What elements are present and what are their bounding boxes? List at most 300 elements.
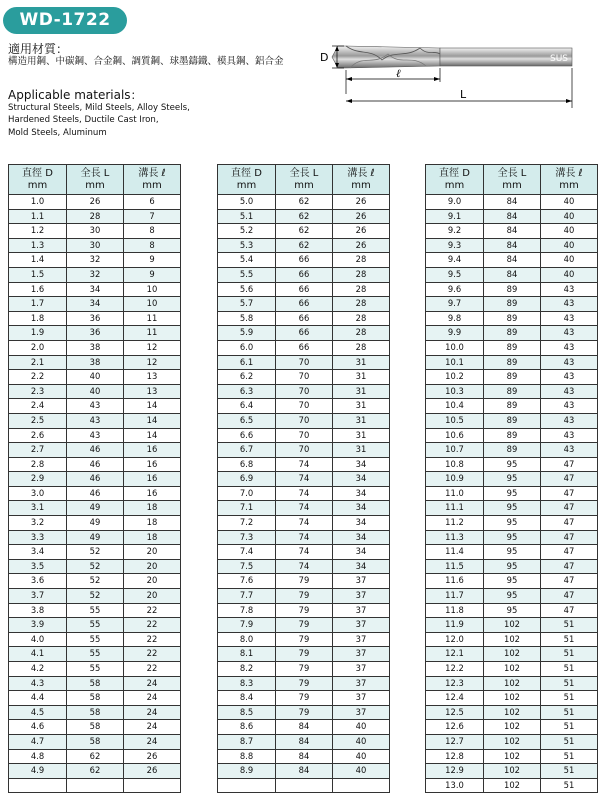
cell-diameter: 9.1	[426, 209, 484, 224]
table-row	[218, 224, 390, 239]
table-row	[9, 516, 181, 531]
cell-diameter: 7.4	[218, 545, 276, 560]
table-row	[426, 691, 598, 706]
cell-diameter: 3.9	[9, 618, 67, 633]
cell-total-length: 74	[276, 457, 333, 472]
cell-total-length	[67, 778, 124, 793]
cell-flute-length: 18	[124, 501, 181, 516]
cell-flute-length: 40	[333, 720, 390, 735]
cell-total-length: 89	[484, 384, 541, 399]
table-row	[9, 370, 181, 385]
cell-diameter: 11.3	[426, 530, 484, 545]
cell-diameter: 4.6	[9, 720, 67, 735]
cell-total-length: 79	[276, 618, 333, 633]
header-flute-length: 溝長 ℓ mm	[541, 165, 598, 195]
cell-total-length: 84	[484, 253, 541, 268]
table-row	[218, 267, 390, 282]
cell-diameter: 2.6	[9, 428, 67, 443]
table-row	[218, 209, 390, 224]
cell-flute-length: 40	[541, 238, 598, 253]
table-row	[426, 472, 598, 487]
table-row	[9, 282, 181, 297]
cell-diameter: 2.5	[9, 413, 67, 428]
table-row	[426, 574, 598, 589]
cell-diameter: 6.4	[218, 399, 276, 414]
cell-flute-length: 22	[124, 603, 181, 618]
cell-diameter: 8.9	[218, 764, 276, 779]
table-row	[426, 647, 598, 662]
cell-diameter: 3.6	[9, 574, 67, 589]
header-total-length: 全長 L mm	[67, 165, 124, 195]
cell-flute-length: 11	[124, 311, 181, 326]
cell-flute-length: 24	[124, 734, 181, 749]
cell-flute-length: 26	[124, 749, 181, 764]
cell-flute-length: 14	[124, 413, 181, 428]
label-d: D	[320, 51, 329, 64]
cell-diameter: 2.4	[9, 399, 67, 414]
cell-total-length: 74	[276, 545, 333, 560]
cell-total-length: 102	[484, 764, 541, 779]
cell-diameter: 9.3	[426, 238, 484, 253]
cell-diameter: 2.3	[9, 384, 67, 399]
cell-total-length: 36	[67, 311, 124, 326]
table-row	[9, 691, 181, 706]
cell-flute-length: 11	[124, 326, 181, 341]
table-row	[218, 399, 390, 414]
cell-flute-length: 40	[333, 749, 390, 764]
cell-total-length: 58	[67, 691, 124, 706]
cell-diameter: 1.4	[9, 253, 67, 268]
cell-total-length: 74	[276, 559, 333, 574]
cell-flute-length: 26	[333, 209, 390, 224]
table-row	[218, 778, 390, 793]
table-row	[426, 632, 598, 647]
cell-flute-length: 37	[333, 589, 390, 604]
dimension-total-length	[346, 68, 572, 108]
cell-diameter: 9.8	[426, 311, 484, 326]
cell-flute-length: 51	[541, 647, 598, 662]
cell-flute-length: 37	[333, 574, 390, 589]
cell-total-length: 40	[67, 384, 124, 399]
cell-total-length: 70	[276, 428, 333, 443]
table-row	[426, 676, 598, 691]
cell-diameter: 4.8	[9, 749, 67, 764]
table-row	[426, 267, 598, 282]
table-row	[218, 311, 390, 326]
table-row	[9, 340, 181, 355]
header-diameter: 直徑 D mm	[218, 165, 276, 195]
cell-flute-length: 12	[124, 340, 181, 355]
table-row	[218, 486, 390, 501]
table-row	[426, 311, 598, 326]
cell-flute-length: 47	[541, 603, 598, 618]
table-row	[9, 589, 181, 604]
cell-diameter: 12.0	[426, 632, 484, 647]
cell-total-length: 84	[276, 764, 333, 779]
header-total-length: 全長 L mm	[276, 165, 333, 195]
table-row	[426, 720, 598, 735]
cell-flute-length: 28	[333, 311, 390, 326]
cell-flute-length: 22	[124, 647, 181, 662]
cell-total-length: 95	[484, 501, 541, 516]
spec-table-1	[8, 164, 181, 793]
cell-total-length: 89	[484, 370, 541, 385]
cell-flute-length: 43	[541, 370, 598, 385]
cell-flute-length: 43	[541, 311, 598, 326]
cell-total-length: 52	[67, 545, 124, 560]
dimension-flute-length	[346, 67, 440, 94]
header-flute-length: 溝長 ℓ mm	[124, 165, 181, 195]
table-row	[218, 734, 390, 749]
cell-flute-length	[124, 778, 181, 793]
cell-flute-length: 51	[541, 749, 598, 764]
cell-total-length: 49	[67, 516, 124, 531]
cell-diameter: 10.3	[426, 384, 484, 399]
table-row	[426, 238, 598, 253]
cell-flute-length: 31	[333, 443, 390, 458]
cell-diameter: 5.9	[218, 326, 276, 341]
cell-diameter: 8.0	[218, 632, 276, 647]
cell-total-length: 74	[276, 486, 333, 501]
cell-diameter: 12.9	[426, 764, 484, 779]
cell-flute-length: 47	[541, 559, 598, 574]
cell-flute-length: 40	[541, 209, 598, 224]
cell-flute-length: 34	[333, 516, 390, 531]
cell-diameter: 3.4	[9, 545, 67, 560]
cell-flute-length: 7	[124, 209, 181, 224]
materials-text-en	[8, 102, 248, 139]
drill-engraving: SUS	[550, 54, 569, 64]
cell-flute-length: 37	[333, 632, 390, 647]
cell-flute-length: 40	[541, 224, 598, 239]
cell-total-length: 74	[276, 501, 333, 516]
cell-diameter: 1.2	[9, 224, 67, 239]
cell-total-length: 95	[484, 545, 541, 560]
table-row	[426, 530, 598, 545]
table-row	[426, 282, 598, 297]
table-row	[218, 428, 390, 443]
table-row	[9, 734, 181, 749]
header-diameter: 直徑 D mm	[426, 165, 484, 195]
cell-flute-length: 31	[333, 413, 390, 428]
cell-flute-length: 20	[124, 559, 181, 574]
cell-diameter: 5.2	[218, 224, 276, 239]
cell-diameter: 12.5	[426, 705, 484, 720]
cell-diameter: 10.9	[426, 472, 484, 487]
table-row	[426, 370, 598, 385]
header-total-length: 全長 L mm	[484, 165, 541, 195]
table-row	[218, 340, 390, 355]
cell-total-length: 52	[67, 574, 124, 589]
table-row	[9, 720, 181, 735]
cell-total-length: 34	[67, 297, 124, 312]
cell-diameter: 7.0	[218, 486, 276, 501]
table-row	[9, 326, 181, 341]
cell-flute-length: 37	[333, 676, 390, 691]
table-row	[9, 486, 181, 501]
cell-total-length: 38	[67, 340, 124, 355]
table-row	[9, 603, 181, 618]
table-row	[9, 764, 181, 779]
cell-flute-length: 37	[333, 691, 390, 706]
cell-flute-length: 47	[541, 501, 598, 516]
cell-diameter: 2.8	[9, 457, 67, 472]
cell-flute-length: 43	[541, 326, 598, 341]
cell-total-length: 70	[276, 370, 333, 385]
cell-diameter: 11.1	[426, 501, 484, 516]
table-row	[426, 443, 598, 458]
cell-flute-length: 26	[333, 224, 390, 239]
cell-total-length: 102	[484, 749, 541, 764]
table-row	[218, 691, 390, 706]
cell-diameter: 9.0	[426, 195, 484, 210]
cell-diameter: 11.0	[426, 486, 484, 501]
cell-flute-length: 51	[541, 705, 598, 720]
cell-diameter: 6.3	[218, 384, 276, 399]
cell-total-length: 55	[67, 603, 124, 618]
cell-flute-length: 16	[124, 472, 181, 487]
cell-flute-length: 22	[124, 618, 181, 633]
table-row	[426, 501, 598, 516]
cell-total-length: 70	[276, 413, 333, 428]
materials-text-zh: 構造用鋼、中碳鋼、合金鋼、調質鋼、球墨鑄鐵、模具鋼、鋁合金	[8, 56, 284, 67]
cell-flute-length: 28	[333, 267, 390, 282]
spec-table-2	[217, 164, 390, 793]
cell-flute-length: 13	[124, 370, 181, 385]
cell-flute-length: 20	[124, 589, 181, 604]
cell-total-length: 102	[484, 632, 541, 647]
table-row	[9, 413, 181, 428]
table-row	[218, 662, 390, 677]
table-row	[426, 618, 598, 633]
cell-flute-length: 43	[541, 282, 598, 297]
cell-diameter: 10.5	[426, 413, 484, 428]
cell-diameter: 3.8	[9, 603, 67, 618]
cell-total-length: 70	[276, 384, 333, 399]
cell-flute-length: 40	[333, 764, 390, 779]
cell-diameter: 11.4	[426, 545, 484, 560]
cell-diameter: 3.1	[9, 501, 67, 516]
cell-diameter: 9.5	[426, 267, 484, 282]
table-row	[9, 267, 181, 282]
cell-total-length: 102	[484, 662, 541, 677]
cell-total-length	[276, 778, 333, 793]
cell-diameter: 7.6	[218, 574, 276, 589]
cell-total-length: 62	[276, 209, 333, 224]
cell-diameter: 2.9	[9, 472, 67, 487]
cell-flute-length: 24	[124, 691, 181, 706]
cell-diameter: 12.8	[426, 749, 484, 764]
table-row	[9, 297, 181, 312]
cell-diameter: 12.1	[426, 647, 484, 662]
cell-total-length: 66	[276, 311, 333, 326]
cell-diameter: 6.7	[218, 443, 276, 458]
cell-diameter: 6.9	[218, 472, 276, 487]
cell-flute-length: 28	[333, 326, 390, 341]
cell-flute-length: 37	[333, 618, 390, 633]
table-row	[426, 764, 598, 779]
cell-total-length: 43	[67, 428, 124, 443]
cell-diameter: 10.8	[426, 457, 484, 472]
cell-diameter: 3.3	[9, 530, 67, 545]
model-badge: WD-1722	[3, 7, 127, 34]
table-row	[218, 282, 390, 297]
cell-diameter: 5.6	[218, 282, 276, 297]
cell-total-length: 55	[67, 618, 124, 633]
cell-total-length: 84	[276, 734, 333, 749]
cell-diameter: 12.3	[426, 676, 484, 691]
cell-total-length: 70	[276, 355, 333, 370]
cell-flute-length: 40	[541, 253, 598, 268]
cell-diameter: 7.1	[218, 501, 276, 516]
cell-total-length: 84	[484, 238, 541, 253]
table-row	[218, 370, 390, 385]
table-row	[9, 457, 181, 472]
cell-total-length: 40	[67, 370, 124, 385]
cell-flute-length: 47	[541, 589, 598, 604]
cell-diameter: 8.3	[218, 676, 276, 691]
cell-diameter: 7.9	[218, 618, 276, 633]
table-row	[426, 734, 598, 749]
cell-flute-length: 18	[124, 516, 181, 531]
cell-flute-length: 51	[541, 662, 598, 677]
cell-diameter: 1.8	[9, 311, 67, 326]
cell-diameter: 13.0	[426, 778, 484, 793]
cell-flute-length: 51	[541, 691, 598, 706]
cell-total-length: 36	[67, 326, 124, 341]
cell-flute-length: 37	[333, 647, 390, 662]
cell-flute-length: 22	[124, 632, 181, 647]
cell-total-length: 95	[484, 589, 541, 604]
table-row	[9, 209, 181, 224]
cell-flute-length: 31	[333, 384, 390, 399]
cell-diameter: 11.6	[426, 574, 484, 589]
cell-total-length: 102	[484, 618, 541, 633]
cell-total-length: 84	[484, 195, 541, 210]
cell-total-length: 52	[67, 589, 124, 604]
cell-flute-length: 43	[541, 384, 598, 399]
table-row	[426, 253, 598, 268]
cell-flute-length: 47	[541, 516, 598, 531]
cell-diameter: 4.5	[9, 705, 67, 720]
cell-total-length: 26	[67, 195, 124, 210]
table-row	[218, 647, 390, 662]
cell-flute-length: 34	[333, 501, 390, 516]
cell-total-length: 95	[484, 486, 541, 501]
cell-total-length: 89	[484, 282, 541, 297]
cell-total-length: 102	[484, 778, 541, 793]
cell-flute-length: 20	[124, 574, 181, 589]
cell-total-length: 84	[276, 720, 333, 735]
cell-diameter: 12.2	[426, 662, 484, 677]
cell-diameter: 2.7	[9, 443, 67, 458]
cell-diameter: 10.2	[426, 370, 484, 385]
table-row	[9, 253, 181, 268]
cell-total-length: 62	[276, 224, 333, 239]
cell-flute-length: 31	[333, 370, 390, 385]
cell-flute-length: 31	[333, 428, 390, 443]
table-row	[426, 224, 598, 239]
cell-diameter: 11.8	[426, 603, 484, 618]
cell-total-length: 74	[276, 516, 333, 531]
table-row	[426, 603, 598, 618]
table-row	[9, 676, 181, 691]
table-row	[218, 589, 390, 604]
cell-total-length: 89	[484, 326, 541, 341]
cell-flute-length: 31	[333, 355, 390, 370]
table-row	[218, 472, 390, 487]
cell-total-length: 62	[276, 238, 333, 253]
cell-flute-length: 16	[124, 457, 181, 472]
cell-total-length: 46	[67, 443, 124, 458]
cell-flute-length: 34	[333, 472, 390, 487]
materials-line: Hardened Steels, Ductile Cast Iron,	[8, 115, 159, 126]
cell-diameter: 9.4	[426, 253, 484, 268]
cell-diameter: 10.4	[426, 399, 484, 414]
cell-diameter: 1.0	[9, 195, 67, 210]
materials-line: Mold Steels, Aluminum	[8, 127, 107, 138]
cell-flute-length: 16	[124, 486, 181, 501]
table-row	[218, 574, 390, 589]
table-row	[9, 195, 181, 210]
cell-total-length: 95	[484, 574, 541, 589]
cell-total-length: 58	[67, 734, 124, 749]
cell-flute-length: 43	[541, 297, 598, 312]
table-row	[9, 443, 181, 458]
cell-flute-length: 51	[541, 676, 598, 691]
table-row	[218, 238, 390, 253]
cell-diameter: 8.6	[218, 720, 276, 735]
cell-diameter: 12.7	[426, 734, 484, 749]
table-row	[426, 778, 598, 793]
table-row	[218, 618, 390, 633]
cell-diameter: 4.3	[9, 676, 67, 691]
cell-total-length: 70	[276, 399, 333, 414]
cell-diameter: 8.4	[218, 691, 276, 706]
cell-total-length: 79	[276, 603, 333, 618]
cell-diameter: 8.7	[218, 734, 276, 749]
cell-total-length: 66	[276, 340, 333, 355]
cell-total-length: 30	[67, 238, 124, 253]
cell-diameter: 11.2	[426, 516, 484, 531]
cell-diameter: 8.5	[218, 705, 276, 720]
cell-total-length: 46	[67, 472, 124, 487]
table-row	[9, 501, 181, 516]
cell-total-length: 58	[67, 705, 124, 720]
table-row	[426, 428, 598, 443]
cell-flute-length: 8	[124, 238, 181, 253]
cell-flute-length: 43	[541, 355, 598, 370]
cell-diameter: 2.2	[9, 370, 67, 385]
table-row	[426, 340, 598, 355]
cell-flute-length: 34	[333, 457, 390, 472]
cell-total-length: 95	[484, 516, 541, 531]
cell-diameter: 9.2	[426, 224, 484, 239]
cell-total-length: 95	[484, 559, 541, 574]
cell-flute-length: 43	[541, 340, 598, 355]
cell-total-length: 52	[67, 559, 124, 574]
table-row	[9, 574, 181, 589]
table-row	[9, 428, 181, 443]
cell-diameter: 6.6	[218, 428, 276, 443]
table-row	[218, 457, 390, 472]
table-row	[426, 297, 598, 312]
cell-flute-length: 47	[541, 486, 598, 501]
cell-flute-length: 12	[124, 355, 181, 370]
cell-total-length: 102	[484, 676, 541, 691]
cell-flute-length: 43	[541, 443, 598, 458]
cell-total-length: 95	[484, 457, 541, 472]
